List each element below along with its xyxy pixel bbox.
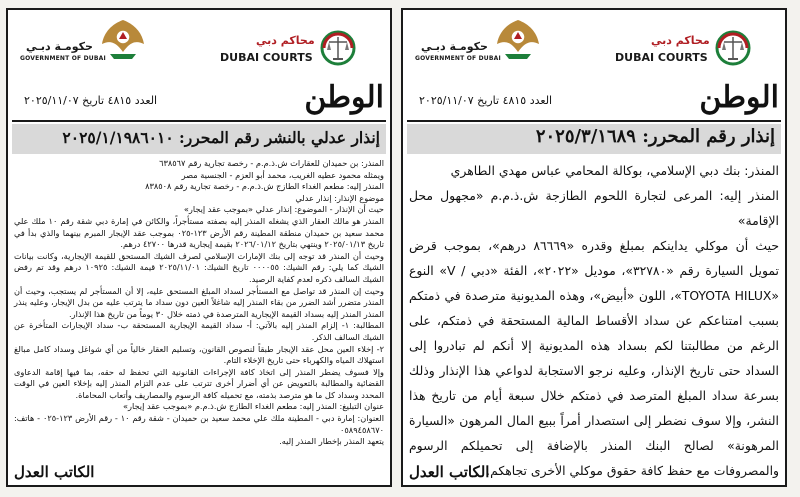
issue-date: العدد ٤٨١٥ تاريخ ٢٠٢٥/١١/٠٧ [24,94,158,107]
notice-header [8,10,390,90]
notice-title: إنذار عدلي بالنشر رقم المحرر: ٢٠٢٥/١/١٩٨٦٠١٠ [62,128,380,147]
dubai-courts-logo-icon [713,28,753,66]
government-name-english: GOVERNMENT OF DUBAI [20,55,106,62]
notice-body [409,158,779,483]
masthead [12,82,386,122]
notice-paragraph: المنذر إليه: مطعم الغداء الطازج ش.ذ.م.م - رخصة تجارية رقم ٨٣٨٥٠٨ [145,181,384,192]
notice-paragraph: يتعهد المنذر بإخطار المنذر إليه. [279,436,384,447]
notice-paragraph: المنذر: بن حميدان للعقارات ش.ذ.م.م - رخصة تجارية رقم ٦٣٨٥٦٧ [159,158,384,168]
courts-name-arabic: محاكم دبي [651,34,710,47]
notice-paragraph: المطالبة: ١- إلزام المنذر إليه بالآتي: أ- سداد القيمة الإيجارية المستحقة ب- سداد الإيجارات المتأخرة عن الشيك السالف الذكر. [14,320,384,342]
notice-title-bar [407,124,781,154]
notary-signature: الكاتب العدل [409,463,490,481]
notice-body [14,158,384,448]
notice-header [403,10,785,90]
notice-paragraph: وحيث إن المنذر قد تواصل مع المستأجر لسداد المبلغ المستحق عليه، إلا أن المستأجر لم يستجب، وحيث أن المنذر متضرر أشد الضرر من بقاء المنذر إليه شاغلاً العين دون سداد ما يترتب عليه من بدل الإيجار، وعليه ينذر المنذر المنذر إليه بسداد القيمة الإيجارية المترصدة في ذمته خلال ٣٠ يوماً من تاريخ هذا الإنذار. [14,285,384,319]
notice-paragraph: عنوان التبليغ: المنذر إليه: مطعم الغداء الطازج ش.ذ.م.م «بموجب عقد إيجار» [123,401,384,412]
newspaper-name: الوطن [699,80,779,115]
notice-paragraph: حيث أن الإنذار - الموضوع: إنذار عدلي «بموجب عقد إيجار» [183,204,384,215]
government-name-arabic: حكومـة دبـي [26,40,93,53]
dubai-courts-logo-icon [318,28,358,66]
notice-right [401,8,787,487]
government-name-english: GOVERNMENT OF DUBAI [415,55,501,62]
notice-paragraph: العنوان: إمارة دبي - المطينة ملك علي محمد سعيد بن حميدان - شقة رقم ١٠ - رقم الأرض ١٢٣-٠٢٥ - هاتف: ٠٥٨٩٤٥٨٦٧٠ [14,413,385,435]
notice-paragraph: المنذر: بنك دبي الإسلامي، بوكالة المحامي عباس مهدي الطاهري [450,163,779,178]
notice-left [6,8,392,487]
newspaper-name: الوطن [304,80,384,115]
notice-paragraph: المنذر إليه: المرعى لتجارة اللحوم الطازجة ش.ذ.م.م «مجهول محل الإقامة» [409,188,779,228]
notice-paragraph: وحيث أن المنذر قد توجه إلى بنك الإمارات الإسلامي لصرف الشيك المستحق للقيمة الإيجارية، وكانت بيانات الشيك كما يلي: رقم الشيك: ٠٠٠٠٥٥ تاريخ الشيك: ٢٠٢٥/١١/٠١ قيمة الشيك: ١٠٩٢٥ درهم وقد تم رفض الشيك السالف ذكره لعدم كفاية الرصيد. [14,250,384,284]
notice-paragraph: حيث أن موكلي يداينكم بمبلغ وقدره «٨٦٦٦٩ درهم»، بموجب قرض تمويل السيارة رقم «٣٢٧٨٠»، موديل «٢٠٢٢»، الفئة «دبي / V» النوع «TOYOTA HILUX»، اللون «أبيض»، وهذه المديونية مترصدة في ذمتكم بسبب امتناعكم عن سداد الأقساط المالية المستحقة في ذمتكم، على الرغم من مطالبتنا لكم بسداد هذه المديونية إلا أنكم لم تبادروا إلى السداد حتى تاريخ الإنذار، وعليه نرجو الاستجابة لدواعي هذا الإنذار وذلك بسرعة سداد المبلغ المترصد في ذمتكم خلال سبعة أيام من تاريخ هذا النشر، وإلا سوف نضطر إلى استصدار أمراً ببيع المال المرهون «السيارة المرهونة» لصالح البنك المنذر بالإضافة إلى تحميلكم الرسوم والمصروفات مع حفظ كافة حقوق موكلي الأخرى تجاهكم. [409,238,780,478]
notary-signature: الكاتب العدل [14,463,95,481]
masthead [407,82,781,122]
notice-title-bar [12,124,386,154]
notice-paragraph: ٢- إخلاء العين محل عقد الإيجار طبقاً لنصوص القانون، وتسليم العقار خالياً من أي شواغل وسداد كامل مبالغ استهلاك المياه والكهرباء حتى تاريخ الإخلاء التام. [14,343,384,366]
notice-paragraph: المنذر هو مالك العقار الذي يشغله المنذر إليه بصفته مستأجراً، والكائن في إمارة دبي شقة رقم ١٠ ملك علي محمد سعيد بن حميدان منطقة المطينة رقم الأرض ١٢٣-٠٢٥ بموجب عقد الإيجار المبرم بينهما والذي بدأ في تاريخ ٢٠٢٥/٠١/١٣ وينتهي بتاريخ ٢٠٢٦/٠١/١٢ بقيمة إيجارية قدرها ٤٢٧٠٠ درهم. [14,215,385,250]
issue-date: العدد ٤٨١٥ تاريخ ٢٠٢٥/١١/٠٧ [419,94,553,107]
courts-name-english: DUBAI COURTS [615,51,708,64]
notice-paragraph: ويمثله محمود عطيه الغريب، محمد أبو العزم - الجنسية مصر [181,169,384,180]
government-name-arabic: حكومـة دبـي [421,40,488,53]
notice-title: إنذار رقم المحرر: ٢٠٢٥/٣/١٦٨٩ [535,126,775,147]
courts-name-english: DUBAI COURTS [220,51,313,64]
notice-paragraph: موضوع الإنذار: إنذار عدلي [295,192,384,203]
notice-paragraph: وإلا فسوف يضطر المنذر إلى اتخاذ كافة الإجراءات القانونية التي تحفظ له حقه، بما فيها إقامة الدعاوى القضائية والمطالبة بالتعويض عن أي أضرار أخرى تترتب على عدم التزام المنذر إليه بإخلاء العين في الوقت المحدد وسداد كل ما هو مترصد بذمته، مع تحميله كافة الرسوم والمصاريف وأتعاب المحاماة. [14,366,384,400]
courts-name-arabic: محاكم دبي [256,34,315,47]
